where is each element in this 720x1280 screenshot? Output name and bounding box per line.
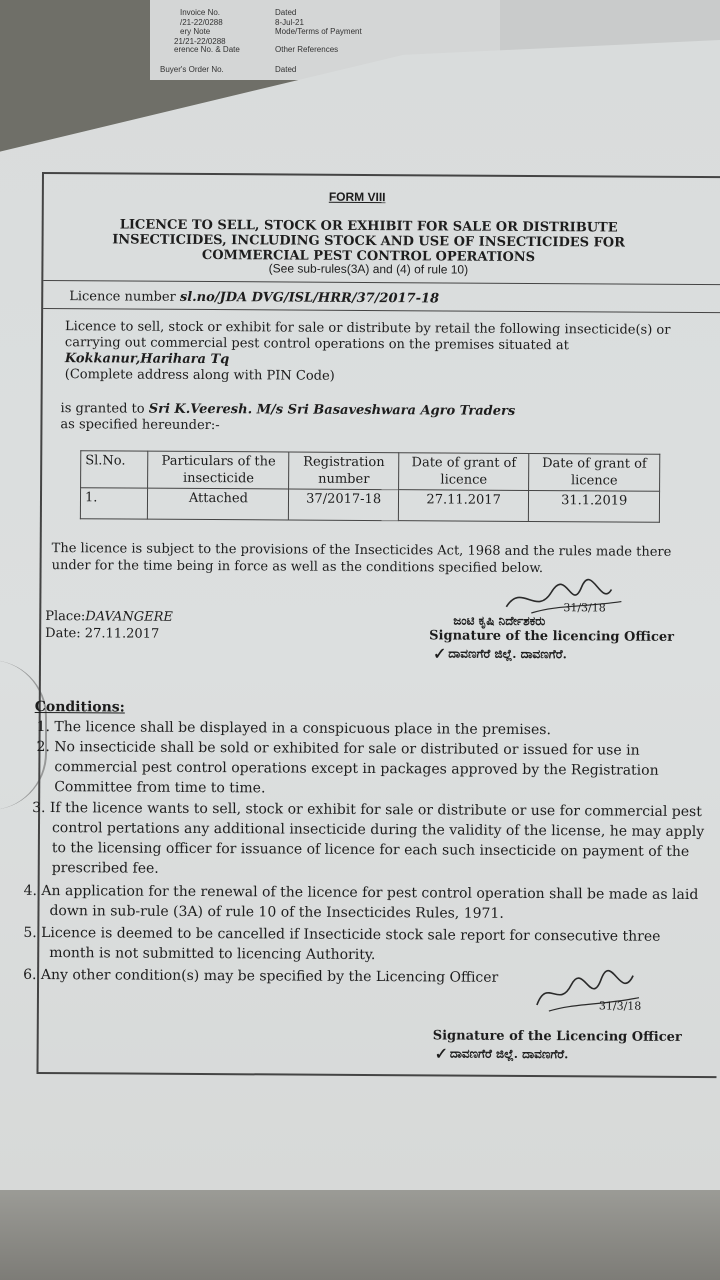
- condition-text: control pertations any additional insecticide during the validity of the license, he may apply: [51, 820, 705, 841]
- condition-text: Licence is deemed to be cancelled if Insecticide stock sale report for consecutive three: [41, 925, 661, 945]
- stamp-kannada-line: ದಾವಣಗೆರೆ ಜಿಲ್ಲೆ. ದಾವಣಗೆರೆ.: [448, 646, 567, 662]
- tick-icon: ✓: [435, 646, 449, 661]
- granted-prefix: is granted to: [60, 401, 145, 417]
- invoice-field: Dated: [275, 65, 297, 74]
- condition-text: Any other condition(s) may be specified by the Licencing Officer: [40, 967, 499, 986]
- condition-item: [23, 924, 660, 947]
- licence-number-value: sl.no/JDA DVG/ISL/HRR/37/2017-18: [179, 289, 440, 307]
- date-line: [45, 625, 159, 643]
- licence-table: [80, 450, 660, 523]
- table-header: Date of grant of licence: [529, 453, 660, 491]
- licence-number-line: [69, 288, 439, 307]
- tick-icon: ✓: [436, 1046, 450, 1061]
- stamp-kannada-text: [437, 1046, 569, 1062]
- date-value: 27.11.2017: [84, 626, 160, 642]
- condition-text: The licence shall be displayed in a conspicuous place in the premises.: [54, 719, 551, 739]
- premises-address: Kokkanur,Harihara Tq: [64, 351, 230, 368]
- invoice-field: 8-Jul-21: [275, 18, 304, 27]
- condition-text: If the licence wants to sell, stock or exhibit for sale or distribute or use for commercial pest: [49, 800, 702, 821]
- table-cell: 27.11.2017: [398, 490, 529, 522]
- table-header: Sl.No.: [81, 451, 149, 488]
- signature-label: Signature of the licencing Officer: [429, 628, 675, 645]
- condition-item: [37, 718, 551, 740]
- invoice-field: /21-22/0288: [180, 18, 223, 27]
- condition-number: 5.: [23, 924, 37, 941]
- signature-label: Signature of the Licencing Officer: [432, 1028, 682, 1045]
- conditions-title: Conditions:: [34, 698, 125, 716]
- form-title: FORM VIII: [328, 189, 386, 205]
- granted-to: Sri K.Veeresh. M/s Sri Basaveshwara Agro Traders: [148, 401, 516, 419]
- condition-number: 6.: [23, 966, 37, 983]
- condition-text: prescribed fee.: [51, 860, 159, 877]
- table-header: Registration number: [289, 452, 399, 490]
- table-cell: 1.: [80, 488, 148, 519]
- table-row: [80, 488, 659, 523]
- condition-text: An application for the renewal of the licence for pest control operation shall be made as laid: [41, 883, 699, 904]
- invoice-field: Buyer's Order No.: [160, 65, 224, 74]
- condition-text: Committee from time to time.: [54, 779, 266, 797]
- condition-number: 3.: [32, 799, 46, 817]
- condition-text: No insecticide shall be sold or exhibited for sale or distributed or issued for use in: [54, 739, 640, 759]
- heading-line: LICENCE TO SELL, STOCK OR EXHIBIT FOR SALE OR DISTRIBUTE: [119, 217, 618, 236]
- condition-item: [23, 966, 498, 988]
- invoice-field: Other References: [275, 45, 339, 54]
- signature-date: 31/3/18: [563, 601, 606, 615]
- stamp-kannada-text: [435, 646, 567, 662]
- divider: [43, 280, 720, 285]
- table-header: Particulars of the insecticide: [148, 451, 289, 489]
- invoice-field: 21/21-22/0288: [174, 37, 226, 46]
- table-header-row: [81, 451, 660, 492]
- table-header: Date of grant of licence: [398, 453, 529, 491]
- place-line: [45, 608, 173, 626]
- licence-number-label: Licence number: [69, 289, 176, 305]
- condition-text: month is not submitted to licencing Authority.: [49, 945, 376, 964]
- date-label: Date:: [45, 626, 81, 642]
- heading-line: COMMERCIAL PEST CONTROL OPERATIONS: [201, 247, 536, 266]
- place-label: Place:: [45, 609, 86, 625]
- licence-paragraph-line: carrying out commercial pest control operations on the premises situated at: [64, 335, 569, 354]
- address-note: (Complete address along with PIN Code): [64, 367, 335, 384]
- invoice-field: Invoice No.: [180, 8, 221, 17]
- heading-line: INSECTICIDES, INCLUDING STOCK AND USE OF INSECTICIDES FOR: [112, 232, 625, 251]
- stamp-kannada-text: ಜಂಟಿ ಕೃಷಿ ನಿರ್ದೇಶಕರು: [453, 613, 546, 629]
- table-cell: 37/2017-18: [289, 489, 399, 521]
- place-value: DAVANGERE: [85, 609, 173, 625]
- sub-rules-note: (See sub-rules(3A) and (4) of rule 10): [268, 261, 469, 277]
- subject-line: The licence is subject to the provisions of the Insecticides Act, 1968 and the rules made there: [51, 541, 672, 560]
- form-border: [23, 172, 720, 1078]
- table-cell: Attached: [148, 488, 289, 520]
- signature-date: 31/3/18: [598, 999, 642, 1013]
- licence-paragraph-line: Licence to sell, stock or exhibit for sale or distribute by retail the following insecticide(s) or: [65, 319, 671, 338]
- form-heading: [103, 217, 633, 265]
- condition-item: [36, 738, 639, 761]
- condition-text: down in sub-rule (3A) of rule 10 of the Insecticides Rules, 1971.: [49, 903, 504, 922]
- stamp-kannada-line: ದಾವಣಗೆರೆ ಜಿಲ್ಲೆ. ದಾವಣಗೆರೆ.: [449, 1046, 569, 1062]
- invoice-field: ery Note: [180, 27, 211, 36]
- divider: [43, 308, 720, 313]
- invoice-field: erence No. & Date: [174, 45, 240, 54]
- table-cell: 31.1.2019: [529, 490, 660, 522]
- condition-number: 4.: [23, 882, 38, 899]
- desk-surface: [0, 1190, 720, 1280]
- condition-number: 1.: [36, 718, 51, 736]
- condition-text: to the licensing officer for issuance of licence for each such insecticide on payment of the: [51, 840, 690, 860]
- invoice-field: Mode/Terms of Payment: [275, 27, 362, 36]
- subject-line: under for the time being in force as well as the conditions specified below.: [51, 558, 544, 577]
- condition-number: 2.: [36, 738, 50, 756]
- invoice-field: Dated: [275, 8, 297, 17]
- condition-text: commercial pest control operations except in packages approved by the Registration: [54, 759, 659, 779]
- specified-line: as specified hereunder:-: [60, 417, 220, 434]
